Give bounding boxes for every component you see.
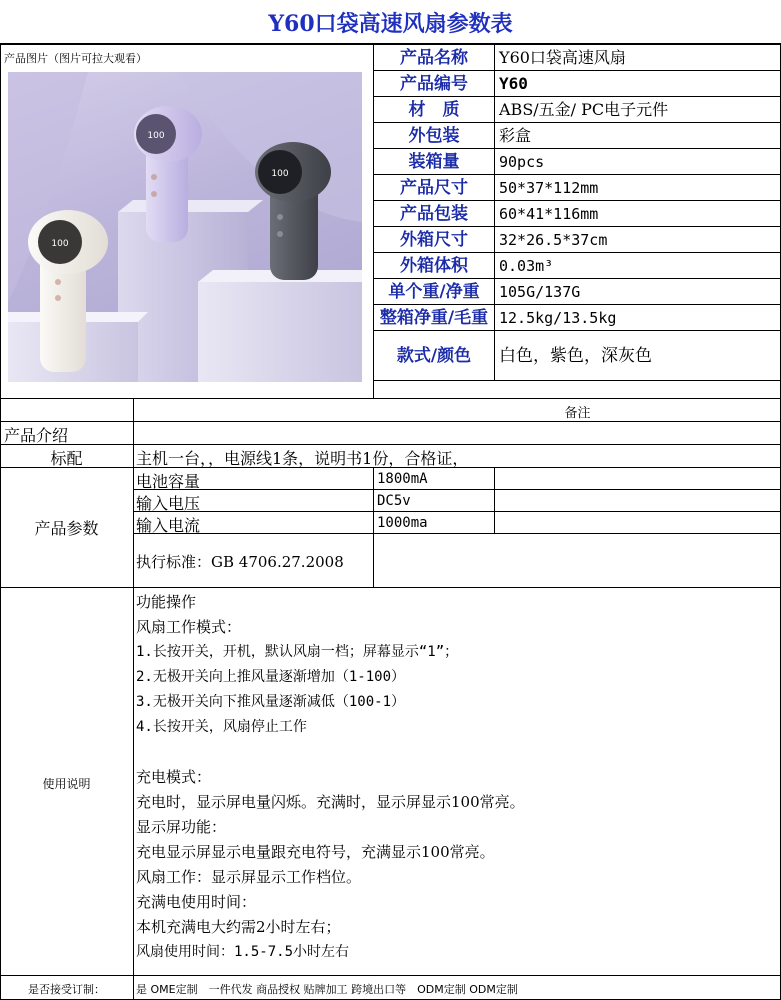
divider (0, 398, 781, 399)
svg-text:100: 100 (271, 169, 289, 179)
param-name-voltage: 输入电压 (136, 494, 201, 513)
usage-line: 风扇工作：显示屏显示工作档位。 (136, 868, 362, 886)
usage-label: 使用说明 (42, 777, 91, 791)
param-value-battery: 1800mA (377, 471, 428, 487)
divider (0, 421, 781, 422)
spec-label-package: 外包装 (408, 126, 460, 146)
spec-value-carton-size: 32*26.5*37cm (499, 231, 608, 249)
divider (0, 444, 781, 445)
usage-line: 4.长按开关，风扇停止工作 (136, 719, 307, 735)
image-caption: 产品图片（图片可拉大观看） (4, 52, 147, 65)
usage-line: 本机充满电大约需2小时左右； (136, 918, 341, 936)
spec-value-carton-volume: 0.03m³ (499, 257, 554, 275)
svg-text:100: 100 (147, 131, 165, 141)
spec-label-carton-size: 外箱尺寸 (400, 230, 468, 250)
usage-line: 显示屏功能： (136, 818, 227, 836)
custom-label: 是否接受订制： (28, 983, 105, 996)
product-photo[interactable] (8, 72, 362, 382)
page-title: Y60口袋高速风扇参数表 (268, 11, 513, 37)
spec-label-size: 产品尺寸 (400, 178, 468, 198)
params-label: 产品参数 (34, 519, 99, 538)
spec-label-name: 产品名称 (400, 48, 468, 68)
divider (494, 467, 495, 533)
param-value-current: 1000ma (377, 515, 428, 531)
spec-value-package: 彩盒 (499, 126, 532, 145)
usage-line: 充电模式： (136, 768, 212, 786)
spec-value-material: ABS/五金/ PC电子元件 (499, 100, 669, 119)
spec-value-code: Y60 (499, 74, 528, 93)
svg-text:100: 100 (51, 239, 69, 249)
spec-label-unit-weight: 单个重/净重 (388, 282, 480, 302)
param-name-battery: 电池容量 (136, 472, 201, 491)
grey-fan (255, 142, 331, 280)
usage-line: 充电时，显示屏电量闪烁。充满时，显示屏显示100常亮。 (136, 793, 525, 811)
divider (133, 511, 781, 512)
spec-label-code: 产品编号 (400, 74, 468, 94)
remark-header: 备注 (564, 406, 591, 421)
usage-line: 2.无极开关向上推风量逐渐增加（1-100） (136, 669, 406, 685)
spec-value-pack-size: 60*41*116mm (499, 205, 599, 223)
spec-value-size: 50*37*112mm (499, 179, 599, 197)
divider (133, 533, 781, 534)
spec-label-material: 材 质 (408, 100, 460, 120)
divider (373, 467, 374, 587)
standard-label: 标配 (50, 449, 83, 468)
usage-line: 功能操作 (136, 593, 197, 611)
spec-value-carton-weight: 12.5kg/13.5kg (499, 309, 617, 327)
pedestal-right (198, 282, 362, 382)
spec-value-unit-weight: 105G/137G (499, 283, 581, 301)
usage-line: 充满电使用时间： (136, 893, 257, 911)
param-standard: 执行标准：GB 4706.27.2008 (136, 553, 344, 571)
usage-line: 3.无极开关向下推风量逐渐减低（100-1） (136, 694, 406, 710)
usage-line: 风扇工作模式： (136, 618, 242, 636)
param-name-current: 输入电流 (136, 516, 201, 535)
divider (133, 398, 134, 1000)
usage-line: 风扇使用时间：1.5-7.5小时左右 (136, 944, 350, 960)
product-photo-illustration (8, 72, 362, 382)
divider (0, 587, 781, 588)
spec-label-carton-volume: 外箱体积 (400, 256, 468, 276)
spec-label-pack-size: 产品包装 (400, 204, 468, 224)
divider (133, 489, 781, 490)
divider (0, 975, 781, 976)
divider (373, 380, 781, 381)
usage-line: 充电显示屏显示电量跟充电符号，充满显示100常亮。 (136, 843, 495, 861)
spec-label-color: 款式/颜色 (396, 346, 472, 366)
param-value-voltage: DC5v (377, 493, 411, 509)
standard-value: 主机一台，，电源线1条，说明书1份，合格证， (136, 449, 469, 468)
spec-value-color: 白色，紫色，深灰色 (499, 346, 652, 366)
intro-label: 产品介绍 (4, 426, 69, 445)
custom-value: 是 OME定制 一件代发 商品授权 贴牌加工 跨境出口等 ODM定制 ODM定制 (136, 983, 518, 996)
spec-label-carton-weight: 整箱净重/毛重 (379, 308, 489, 328)
spec-value-name: Y60口袋高速风扇 (499, 48, 626, 67)
usage-line: 1.长按开关，开机，默认风扇一档；屏幕显示“1”； (136, 644, 459, 660)
spec-label-quantity: 装箱量 (408, 152, 460, 172)
spec-value-quantity: 90pcs (499, 153, 545, 171)
